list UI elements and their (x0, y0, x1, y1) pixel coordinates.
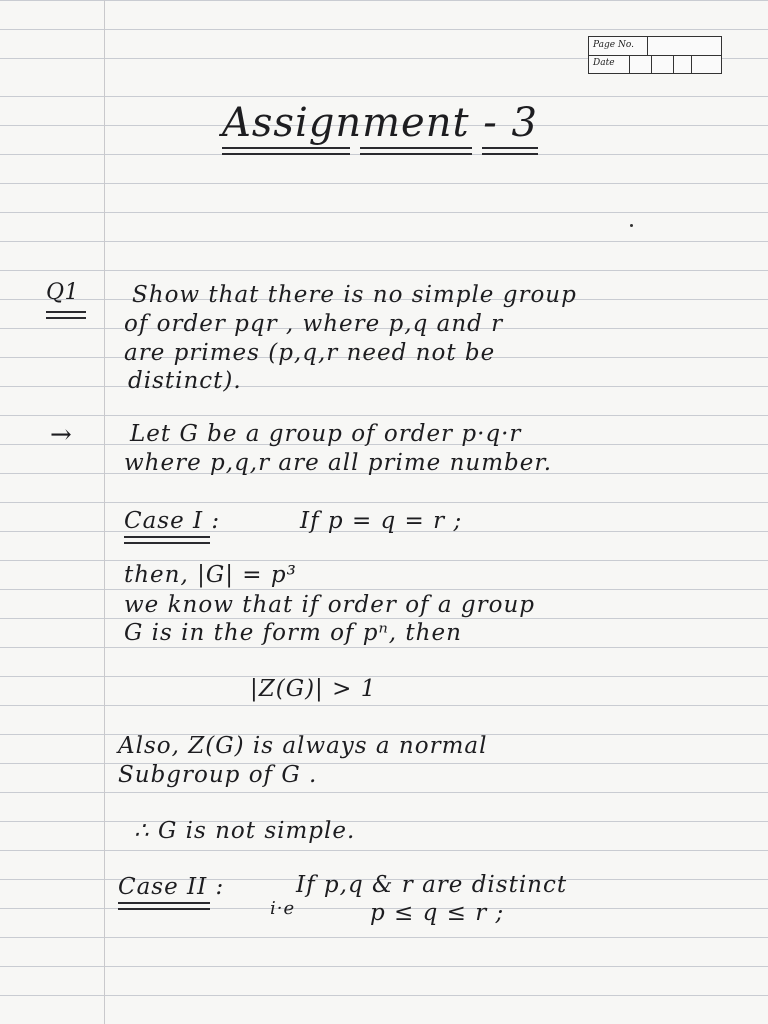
case1-line: Subgroup of G . (118, 762, 318, 788)
ink-dot (630, 224, 633, 227)
question-label: Q1 (46, 280, 80, 305)
case1-line: G is in the form of pⁿ, then (124, 620, 462, 646)
margin-line (104, 0, 105, 1024)
date-row (589, 55, 721, 73)
case2-underline (118, 908, 210, 910)
title-underline (482, 153, 538, 155)
answer-arrow-icon: → (50, 420, 73, 450)
title-underline (360, 153, 472, 155)
case2-underline (118, 902, 210, 904)
case1-line: |Z(G)| > 1 (250, 676, 377, 702)
title-underline (360, 147, 472, 149)
case2-ie-relation: p ≤ q ≤ r ; (370, 900, 505, 926)
answer-intro-line: where p,q,r are all prime number. (124, 450, 553, 476)
case1-line: we know that if order of a group (124, 592, 535, 618)
case1-condition: If p = q = r ; (300, 508, 463, 534)
case1-line: ∴ G is not simple. (134, 818, 356, 844)
title-underline (482, 147, 538, 149)
question-line: distinct). (128, 368, 242, 394)
page-no-label: Page No. (593, 40, 634, 50)
case2-condition: If p,q & r are distinct (296, 872, 568, 898)
question-label-underline (46, 317, 86, 319)
case2-heading: Case II : (118, 874, 225, 900)
page-title: Assignment - 3 (222, 100, 538, 146)
case1-line: then, |G| = p³ (124, 562, 297, 588)
question-line: Show that there is no simple group (132, 282, 577, 308)
case1-underline (124, 536, 210, 538)
title-underline (222, 147, 350, 149)
question-line: are primes (p,q,r need not be (124, 340, 496, 366)
case1-line: Also, Z(G) is always a normal (118, 733, 488, 759)
title-underline (222, 153, 350, 155)
page-date-box (588, 36, 722, 74)
case2-ie-label: i·e (270, 898, 296, 919)
case1-underline (124, 542, 210, 544)
case1-heading: Case I : (124, 508, 221, 534)
question-label-underline (46, 311, 86, 313)
page-no-row (589, 37, 721, 56)
answer-intro-line: Let G be a group of order p·q·r (130, 421, 522, 447)
date-label: Date (593, 58, 615, 68)
question-line: of order pqr , where p,q and r (124, 311, 504, 337)
